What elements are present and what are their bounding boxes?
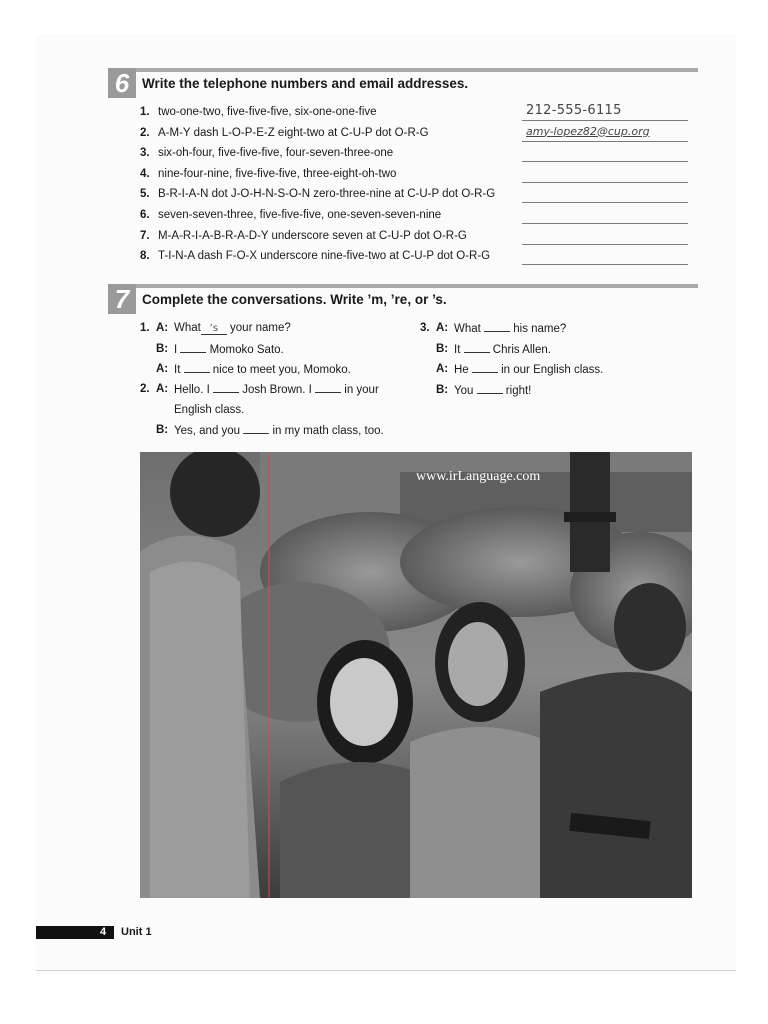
speaker-label: A: [156,383,169,395]
fill-blank[interactable] [180,341,206,353]
line-text [174,361,351,378]
line-text [454,382,531,399]
conversation-line [140,381,420,402]
section-title: Complete the conversations. Write ’m, ’re, or ’s. [142,292,447,307]
text-fragment: You [454,384,477,397]
exercise-item [140,166,700,187]
exercise-item [140,228,700,249]
answer-line[interactable] [522,264,688,265]
text-fragment: in my math class, too. [269,425,384,437]
speaker-label: B: [436,342,449,355]
line-text [174,381,379,398]
unit-label: Unit 1 [121,926,152,938]
answer-line[interactable] [522,120,688,121]
conversation-line [140,361,420,382]
text-fragment: Momoko Sato. [206,343,284,356]
text-fragment: Josh Brown. I [239,384,316,396]
student-photo [140,452,692,898]
fill-blank[interactable] [477,382,503,394]
section-rule [136,68,698,72]
text-fragment: your name? [226,322,291,334]
text-fragment: Hello. I [174,384,213,396]
item-number: 8. [140,250,150,263]
conversation-line [420,361,680,382]
text-fragment: It [454,343,464,356]
answer-line[interactable] [522,202,688,203]
section-title: Write the telephone numbers and email addresses. [142,76,469,91]
answer-line[interactable] [522,182,688,183]
item-number: 5. [140,188,150,201]
fill-blank[interactable] [315,381,341,393]
text-fragment: He [454,364,472,376]
item-number: 3. [140,147,150,160]
item-prompt: two-one-two, five-five-five, six-one-one-five [158,106,377,118]
text-fragment: in your [341,384,379,396]
speaker-label: A: [436,322,449,334]
answer-line[interactable] [522,141,688,142]
conversation-3 [420,320,680,402]
text-fragment: nice to meet you, Momoko. [209,364,351,376]
section-6-header [108,68,698,98]
text-fragment: What [174,322,201,334]
page-number: 4 [100,926,107,938]
text-fragment: in our English class. [497,364,604,376]
section-7-header [108,284,698,314]
item-prompt: M-A-R-I-A-B-R-A-D-Y underscore seven at C-U-P dot O-R-G [158,229,467,242]
handwritten-answer: amy-lopez82@cup.org [526,124,650,138]
watermark-text: www.irLanguage.com [416,469,541,484]
text-fragment: Yes, and you [174,425,244,437]
text-fragment: What [454,323,485,335]
handwritten-answer: 212-555-6115 [526,103,622,118]
fill-blank[interactable] [213,381,239,393]
conversation-1 [140,320,420,382]
text-fragment: right! [502,384,532,397]
item-prompt: A-M-Y dash L-O-P-E-Z eight-two at C-U-P dot O-R-G [158,126,429,139]
line-text [174,422,384,439]
line-text [454,361,603,378]
exercise-item [140,207,700,228]
line-text [174,320,291,336]
conversation-line [420,320,680,341]
speaker-label: A: [436,363,449,375]
item-prompt: B-R-I-A-N dot J-O-H-N-S-O-N zero-three-nine at C-U-P dot O-R-G [158,188,496,201]
bottom-rule [36,970,736,971]
section-rule [136,284,698,288]
item-number: 1. [140,106,150,118]
item-number: 2. [140,383,150,395]
item-number: 4. [140,167,150,180]
fill-blank[interactable] [243,422,269,434]
exercise-item [140,145,700,166]
item-number: 7. [140,229,150,242]
conversation-line [140,422,420,443]
section-number: 6 [108,68,136,98]
item-number: 3. [420,322,430,334]
item-prompt: seven-seven-three, five-five-five, one-seven-seven-nine [158,208,442,221]
text-fragment: Chris Allen. [489,343,551,356]
exercise-item [140,186,700,207]
exercise-item [140,125,700,146]
section-number: 7 [108,284,136,314]
text-fragment: I [174,343,181,356]
fill-blank[interactable] [484,320,510,332]
answer-line[interactable] [522,244,688,245]
text-fragment: his name? [510,323,567,335]
answer-line[interactable] [522,223,688,224]
conversation-line [420,382,680,403]
speaker-label: B: [436,383,449,396]
line-text [454,320,566,337]
conversation-line [420,341,680,362]
fill-blank[interactable] [184,361,210,373]
line-text [174,341,284,358]
text-fragment: It [174,364,184,376]
exercise-6-list [140,104,700,269]
speaker-label: A: [156,322,169,334]
item-number: 6. [140,208,150,221]
fill-blank[interactable] [472,361,498,373]
item-number: 1. [140,322,150,334]
item-number: 2. [140,126,150,139]
item-prompt: T-I-N-A dash F-O-X underscore nine-five-two at C-U-P dot O-R-G [158,250,491,263]
item-prompt: six-oh-four, five-five-five, four-seven-three-one [158,147,394,160]
conversation-line [140,341,420,362]
speaker-label: A: [156,363,169,375]
answer-line[interactable] [522,161,688,162]
exercise-item [140,248,700,269]
conversation-line [140,402,420,423]
conversation-line [140,320,420,341]
item-prompt: nine-four-nine, five-five-five, three-eight-oh-two [158,167,397,180]
conversation-2 [140,381,420,443]
exercise-item [140,104,700,125]
speaker-label: B: [156,424,169,436]
fill-blank[interactable] [464,341,490,353]
fill-blank[interactable]: ’s [201,323,227,335]
line-text [454,341,551,358]
line-text: English class. [174,403,245,416]
speaker-label: B: [156,342,169,355]
